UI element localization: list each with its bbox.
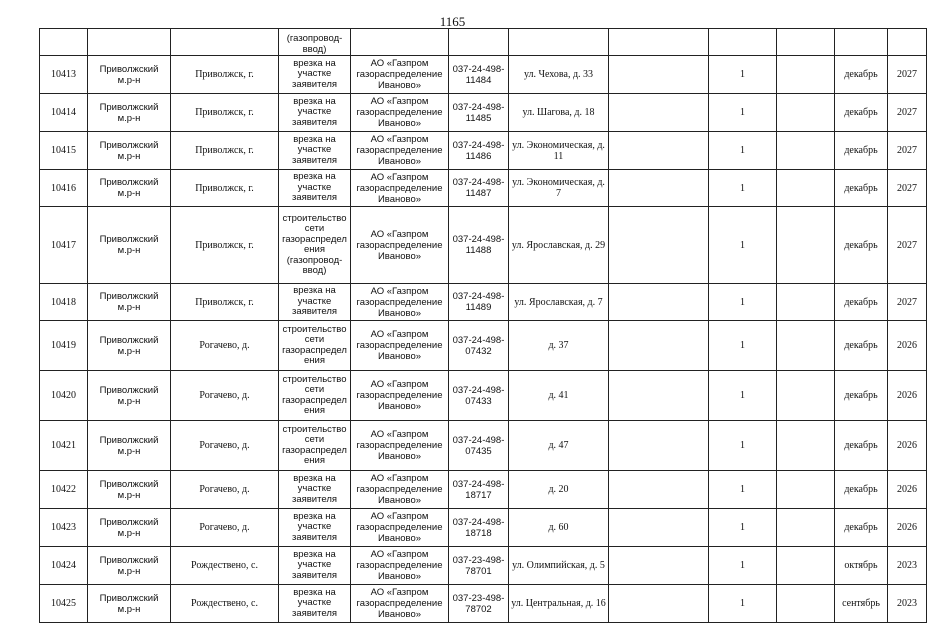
code-cell: 037-24-498-11486 bbox=[449, 132, 509, 170]
work-cell: врезка на участке заявителя bbox=[279, 132, 351, 170]
empty-cell bbox=[609, 284, 709, 321]
code-cell: 037-23-498-78701 bbox=[449, 547, 509, 585]
year-cell: 2027 bbox=[888, 56, 927, 94]
num-cell: 10423 bbox=[40, 509, 88, 547]
locality-cell: Рогачево, д. bbox=[171, 321, 279, 371]
address-cell: ул. Шагова, д. 18 bbox=[509, 94, 609, 132]
address-cell: ул. Олимпийская, д. 5 bbox=[509, 547, 609, 585]
work-cell: врезка на участке заявителя bbox=[279, 284, 351, 321]
month-cell: декабрь bbox=[835, 509, 888, 547]
num-cell: 10418 bbox=[40, 284, 88, 321]
locality-cell: Приволжск, г. bbox=[171, 284, 279, 321]
month-cell: декабрь bbox=[835, 207, 888, 284]
empty-cell bbox=[609, 132, 709, 170]
district-cell: Приволжский м.р-н bbox=[88, 94, 171, 132]
empty-cell bbox=[777, 509, 835, 547]
empty-cell bbox=[609, 321, 709, 371]
month-cell: декабрь bbox=[835, 421, 888, 471]
year-cell: 2023 bbox=[888, 585, 927, 623]
year-cell: 2027 bbox=[888, 132, 927, 170]
district-cell: Приволжский м.р-н bbox=[88, 170, 171, 207]
table-row bbox=[40, 284, 927, 321]
month-cell: сентябрь bbox=[835, 585, 888, 623]
org-cell: АО «Газпром газораспределение Иваново» bbox=[351, 471, 449, 509]
empty-cell bbox=[777, 371, 835, 421]
address-cell: ул. Ярославская, д. 7 bbox=[509, 284, 609, 321]
locality-cell: Приволжск, г. bbox=[171, 56, 279, 94]
empty-cell bbox=[609, 547, 709, 585]
district-cell: Приволжский м.р-н bbox=[88, 56, 171, 94]
work-cell: врезка на участке заявителя bbox=[279, 509, 351, 547]
empty-cell bbox=[777, 170, 835, 207]
code-cell bbox=[449, 29, 509, 56]
district-cell: Приволжский м.р-н bbox=[88, 547, 171, 585]
month-cell: декабрь bbox=[835, 321, 888, 371]
empty-cell bbox=[777, 56, 835, 94]
work-cell: врезка на участке заявителя bbox=[279, 56, 351, 94]
quantity-cell: 1 bbox=[709, 284, 777, 321]
quantity-cell: 1 bbox=[709, 56, 777, 94]
org-cell: АО «Газпром газораспределение Иваново» bbox=[351, 547, 449, 585]
district-cell: Приволжский м.р-н bbox=[88, 371, 171, 421]
district-cell: Приволжский м.р-н bbox=[88, 284, 171, 321]
quantity-cell: 1 bbox=[709, 547, 777, 585]
empty-cell bbox=[609, 471, 709, 509]
empty-cell bbox=[609, 585, 709, 623]
empty-cell bbox=[609, 371, 709, 421]
table-row bbox=[40, 547, 927, 585]
district-cell bbox=[88, 29, 171, 56]
month-cell: декабрь bbox=[835, 284, 888, 321]
locality-cell bbox=[171, 29, 279, 56]
code-cell: 037-24-498-18717 bbox=[449, 471, 509, 509]
org-cell: АО «Газпром газораспределение Иваново» bbox=[351, 207, 449, 284]
num-cell bbox=[40, 29, 88, 56]
org-cell: АО «Газпром газораспределение Иваново» bbox=[351, 284, 449, 321]
quantity-cell: 1 bbox=[709, 94, 777, 132]
empty-cell bbox=[777, 321, 835, 371]
district-cell: Приволжский м.р-н bbox=[88, 321, 171, 371]
quantity-cell: 1 bbox=[709, 509, 777, 547]
year-cell: 2027 bbox=[888, 207, 927, 284]
work-cell: строительство сети газораспределения bbox=[279, 321, 351, 371]
quantity-cell: 1 bbox=[709, 421, 777, 471]
month-cell bbox=[835, 29, 888, 56]
district-cell: Приволжский м.р-н bbox=[88, 509, 171, 547]
empty-cell bbox=[777, 547, 835, 585]
district-cell: Приволжский м.р-н bbox=[88, 471, 171, 509]
month-cell: декабрь bbox=[835, 371, 888, 421]
code-cell: 037-24-498-07433 bbox=[449, 371, 509, 421]
table-row bbox=[40, 56, 927, 94]
table-row bbox=[40, 421, 927, 471]
num-cell: 10421 bbox=[40, 421, 88, 471]
locality-cell: Рогачево, д. bbox=[171, 471, 279, 509]
empty-cell bbox=[709, 29, 777, 56]
code-cell: 037-24-498-11485 bbox=[449, 94, 509, 132]
org-cell: АО «Газпром газораспределение Иваново» bbox=[351, 371, 449, 421]
org-cell: АО «Газпром газораспределение Иваново» bbox=[351, 94, 449, 132]
empty-cell bbox=[777, 284, 835, 321]
locality-cell: Приволжск, г. bbox=[171, 94, 279, 132]
empty-cell bbox=[609, 207, 709, 284]
locality-cell: Рождествено, с. bbox=[171, 547, 279, 585]
table-row bbox=[40, 207, 927, 284]
locality-cell: Рождествено, с. bbox=[171, 585, 279, 623]
work-cell: строительство сети газораспределения bbox=[279, 421, 351, 471]
locality-cell: Рогачево, д. bbox=[171, 421, 279, 471]
address-cell: д. 37 bbox=[509, 321, 609, 371]
empty-cell bbox=[609, 29, 709, 56]
work-cell: врезка на участке заявителя bbox=[279, 585, 351, 623]
year-cell: 2027 bbox=[888, 284, 927, 321]
locality-cell: Приволжск, г. bbox=[171, 132, 279, 170]
work-cell: врезка на участке заявителя bbox=[279, 547, 351, 585]
address-cell: ул. Экономическая, д. 7 bbox=[509, 170, 609, 207]
empty-cell bbox=[777, 94, 835, 132]
empty-cell bbox=[777, 421, 835, 471]
org-cell: АО «Газпром газораспределение Иваново» bbox=[351, 170, 449, 207]
empty-cell bbox=[609, 421, 709, 471]
table-row bbox=[40, 94, 927, 132]
year-cell: 2026 bbox=[888, 421, 927, 471]
org-cell: АО «Газпром газораспределение Иваново» bbox=[351, 509, 449, 547]
quantity-cell: 1 bbox=[709, 321, 777, 371]
continued-row bbox=[40, 29, 927, 56]
empty-cell bbox=[777, 471, 835, 509]
work-cell: врезка на участке заявителя bbox=[279, 170, 351, 207]
address-cell: ул. Экономическая, д. 11 bbox=[509, 132, 609, 170]
table-row bbox=[40, 471, 927, 509]
gas-connection-table bbox=[39, 28, 927, 623]
num-cell: 10425 bbox=[40, 585, 88, 623]
work-cell: строительство сети газораспределения (газопровод-ввод) bbox=[279, 207, 351, 284]
year-cell: 2026 bbox=[888, 371, 927, 421]
quantity-cell: 1 bbox=[709, 471, 777, 509]
empty-cell bbox=[777, 585, 835, 623]
address-cell: д. 47 bbox=[509, 421, 609, 471]
quantity-cell: 1 bbox=[709, 207, 777, 284]
locality-cell: Приволжск, г. bbox=[171, 170, 279, 207]
code-cell: 037-24-498-18718 bbox=[449, 509, 509, 547]
num-cell: 10417 bbox=[40, 207, 88, 284]
org-cell: АО «Газпром газораспределение Иваново» bbox=[351, 321, 449, 371]
address-cell: д. 41 bbox=[509, 371, 609, 421]
org-cell: АО «Газпром газораспределение Иваново» bbox=[351, 132, 449, 170]
empty-cell bbox=[609, 170, 709, 207]
empty-cell bbox=[777, 207, 835, 284]
num-cell: 10420 bbox=[40, 371, 88, 421]
table-row bbox=[40, 509, 927, 547]
locality-cell: Рогачево, д. bbox=[171, 509, 279, 547]
code-cell: 037-24-498-07435 bbox=[449, 421, 509, 471]
year-cell: 2026 bbox=[888, 509, 927, 547]
table-row bbox=[40, 132, 927, 170]
code-cell: 037-23-498-78702 bbox=[449, 585, 509, 623]
page-number: 1165 bbox=[439, 14, 466, 29]
work-cell: (газопровод-ввод) bbox=[279, 29, 351, 56]
district-cell: Приволжский м.р-н bbox=[88, 421, 171, 471]
work-cell: врезка на участке заявителя bbox=[279, 471, 351, 509]
empty-cell bbox=[777, 132, 835, 170]
num-cell: 10424 bbox=[40, 547, 88, 585]
year-cell bbox=[888, 29, 927, 56]
year-cell: 2026 bbox=[888, 321, 927, 371]
code-cell: 037-24-498-11488 bbox=[449, 207, 509, 284]
address-cell: д. 60 bbox=[509, 509, 609, 547]
quantity-cell: 1 bbox=[709, 585, 777, 623]
month-cell: декабрь bbox=[835, 471, 888, 509]
locality-cell: Приволжск, г. bbox=[171, 207, 279, 284]
month-cell: декабрь bbox=[835, 132, 888, 170]
num-cell: 10419 bbox=[40, 321, 88, 371]
empty-cell bbox=[609, 94, 709, 132]
district-cell: Приволжский м.р-н bbox=[88, 207, 171, 284]
org-cell: АО «Газпром газораспределение Иваново» bbox=[351, 421, 449, 471]
table-row bbox=[40, 170, 927, 207]
year-cell: 2023 bbox=[888, 547, 927, 585]
num-cell: 10416 bbox=[40, 170, 88, 207]
org-cell bbox=[351, 29, 449, 56]
quantity-cell: 1 bbox=[709, 371, 777, 421]
org-cell: АО «Газпром газораспределение Иваново» bbox=[351, 56, 449, 94]
num-cell: 10414 bbox=[40, 94, 88, 132]
month-cell: декабрь bbox=[835, 170, 888, 207]
month-cell: декабрь bbox=[835, 94, 888, 132]
locality-cell: Рогачево, д. bbox=[171, 371, 279, 421]
year-cell: 2026 bbox=[888, 471, 927, 509]
address-cell: ул. Центральная, д. 16 bbox=[509, 585, 609, 623]
empty-cell bbox=[609, 56, 709, 94]
code-cell: 037-24-498-07432 bbox=[449, 321, 509, 371]
quantity-cell: 1 bbox=[709, 132, 777, 170]
year-cell: 2027 bbox=[888, 94, 927, 132]
address-cell: д. 20 bbox=[509, 471, 609, 509]
org-cell: АО «Газпром газораспределение Иваново» bbox=[351, 585, 449, 623]
district-cell: Приволжский м.р-н bbox=[88, 132, 171, 170]
year-cell: 2027 bbox=[888, 170, 927, 207]
work-cell: строительство сети газораспределения bbox=[279, 371, 351, 421]
month-cell: октябрь bbox=[835, 547, 888, 585]
empty-cell bbox=[609, 509, 709, 547]
code-cell: 037-24-498-11484 bbox=[449, 56, 509, 94]
district-cell: Приволжский м.р-н bbox=[88, 585, 171, 623]
address-cell bbox=[509, 29, 609, 56]
code-cell: 037-24-498-11489 bbox=[449, 284, 509, 321]
code-cell: 037-24-498-11487 bbox=[449, 170, 509, 207]
num-cell: 10413 bbox=[40, 56, 88, 94]
table-row bbox=[40, 585, 927, 623]
table-row bbox=[40, 321, 927, 371]
quantity-cell: 1 bbox=[709, 170, 777, 207]
address-cell: ул. Ярославская, д. 29 bbox=[509, 207, 609, 284]
address-cell: ул. Чехова, д. 33 bbox=[509, 56, 609, 94]
table-row bbox=[40, 371, 927, 421]
work-cell: врезка на участке заявителя bbox=[279, 94, 351, 132]
empty-cell bbox=[777, 29, 835, 56]
month-cell: декабрь bbox=[835, 56, 888, 94]
num-cell: 10415 bbox=[40, 132, 88, 170]
num-cell: 10422 bbox=[40, 471, 88, 509]
